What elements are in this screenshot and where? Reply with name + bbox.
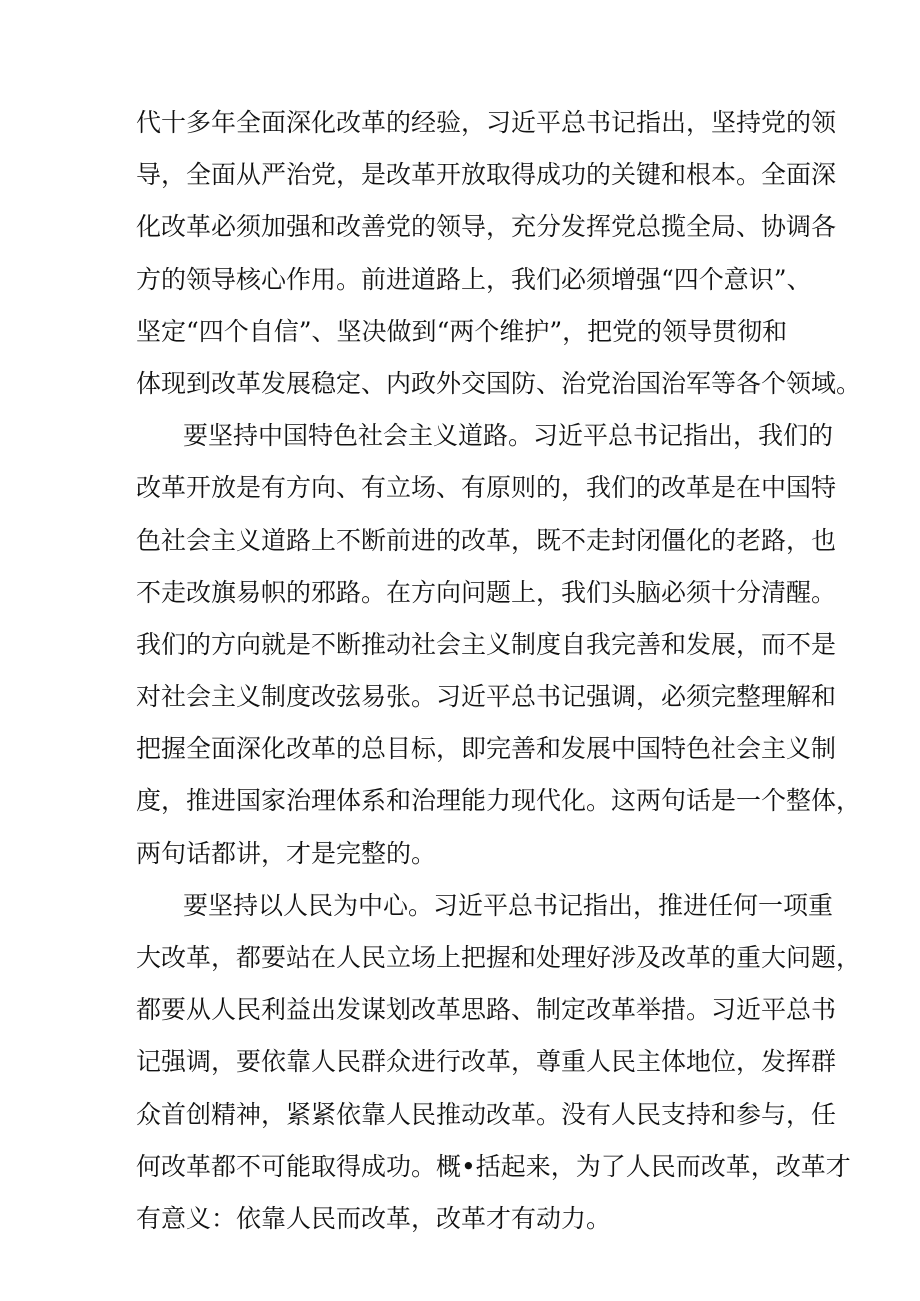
text-line: 方的领导核心作用。前进道路上，我们必须增强“四个意识”、 xyxy=(136,264,812,294)
text-line: 代十多年全面深化改革的经验，习近平总书记指出，坚持党的领 xyxy=(136,108,837,137)
text-line: 要坚持中国特色社会主义道路。习近平总书记指出，我们的 xyxy=(183,421,834,451)
text-line: 坚定“四个自信”、坚决做到“两个维护”，把党的领导贯彻和 xyxy=(136,316,788,346)
paragraph-party-leadership xyxy=(136,97,862,410)
text-line: 记强调，要依靠人民群众进行改革，尊重人民主体地位，发挥群 xyxy=(136,1047,837,1077)
text-line: 都要从人民利益出发谋划改革思路、制定改革举措。习近平总书 xyxy=(136,995,837,1025)
text-line: 大改革，都要站在人民立场上把握和处理好涉及改革的重大问题， xyxy=(136,943,862,972)
text-line: 不走改旗易帜的邪路。在方向问题上，我们头脑必须十分清醒。 xyxy=(136,577,837,607)
text-line: 要坚持以人民为中心。习近平总书记指出，推进任何一项重 xyxy=(183,890,834,920)
text-line: 把握全面深化改革的总目标，即完善和发展中国特色社会主义制 xyxy=(136,734,837,764)
text-line: 体现到改革发展稳定、内政外交国防、治党治国治军等各个领域。 xyxy=(136,368,862,398)
text-line: 两句话都讲，才是完整的。 xyxy=(136,838,437,868)
text-line: 对社会主义制度改弦易张。习近平总书记强调，必须完整理解和 xyxy=(136,682,837,712)
document-body xyxy=(136,97,862,1245)
text-line: 有意义：依靠人民而改革，改革才有动力。 xyxy=(136,1203,612,1233)
text-line: 我们的方向就是不断推动社会主义制度自我完善和发展，而不是 xyxy=(136,629,837,659)
text-line: 色社会主义道路上不断前进的改革，既不走封闭僵化的老路，也 xyxy=(136,525,837,555)
text-line: 众首创精神，紧紧依靠人民推动改革。没有人民支持和参与，任 xyxy=(136,1099,837,1129)
paragraph-people-centered xyxy=(136,880,862,1245)
text-line: 何改革都不可能取得成功。概•括起来，为了人民而改革，改革才 xyxy=(136,1151,851,1181)
paragraph-socialist-road xyxy=(136,410,862,880)
text-line: 导，全面从严治党，是改革开放取得成功的关键和根本。全面深 xyxy=(136,160,837,190)
text-line: 化改革必须加强和改善党的领导，充分发挥党总揽全局、协调各 xyxy=(136,212,837,242)
text-line: 改革开放是有方向、有立场、有原则的，我们的改革是在中国特 xyxy=(136,473,837,503)
text-line: 度，推进国家治理体系和治理能力现代化。这两句话是一个整体， xyxy=(136,786,862,816)
